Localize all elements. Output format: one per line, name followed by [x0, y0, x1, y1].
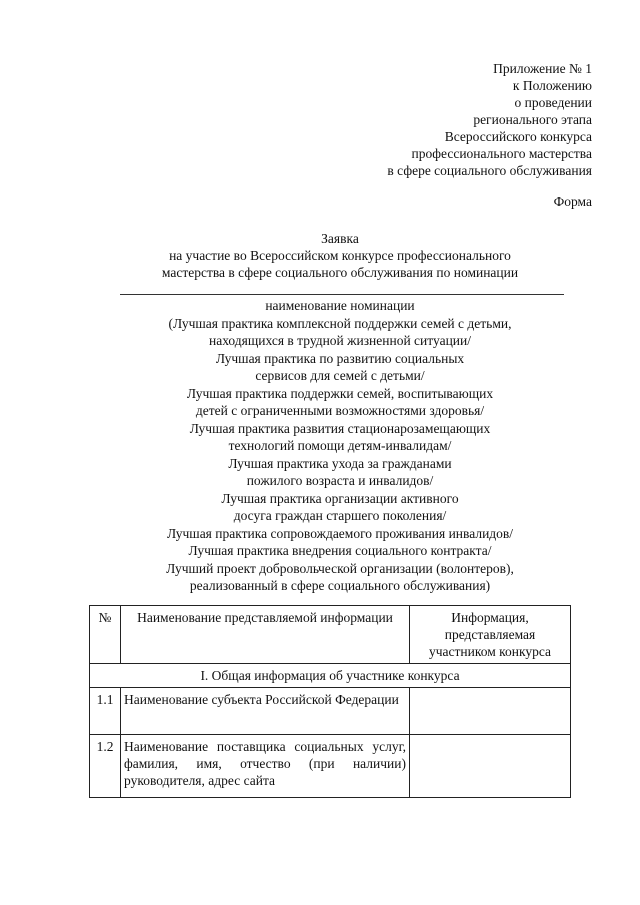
- nomination-line: находящихся в трудной жизненной ситуации/: [208, 333, 471, 348]
- nomination-line: Лучшая практика поддержки семей, воспитывающих: [186, 385, 494, 401]
- appendix-line: регионального этапа: [473, 112, 592, 127]
- nomination-line: Лучшая практика внедрения социального контракта/: [188, 543, 492, 558]
- nomination-caption: наименование номинации: [265, 298, 415, 313]
- appendix-header: [387, 60, 592, 179]
- nomination-line: реализованный в сфере социального обслуживания): [189, 578, 491, 593]
- nomination-line: Лучшая практика по развитию социальных: [215, 350, 465, 366]
- nomination-line: (Лучшая практика комплексной поддержки семей с детьми,: [168, 315, 512, 331]
- nomination-line: Лучшая практика сопровождаемого проживания инвалидов/: [166, 525, 514, 541]
- nomination-line: пожилого возраста и инвалидов/: [246, 473, 434, 488]
- nomination-line: сервисов для семей с детьми/: [255, 368, 425, 383]
- nomination-line: Лучшая практика развития стационарозамещающих: [189, 420, 491, 436]
- title-line: мастерства в сфере социального обслуживания по номинации: [161, 265, 519, 280]
- nomination-list: [80, 297, 600, 595]
- nomination-line: детей с ограниченными возможностями здоровья/: [195, 403, 485, 418]
- nomination-line: технологий помощи детям-инвалидам/: [228, 438, 452, 453]
- row-name: Наименование поставщика социальных услуг, фамилия, имя, отчество (при наличии) руководителя, адрес сайта: [121, 735, 410, 798]
- appendix-line: в сфере социального обслуживания: [387, 163, 592, 178]
- form-label: Форма: [553, 194, 592, 209]
- appendix-line: к Положению: [512, 78, 592, 93]
- row-answer-cell[interactable]: [410, 688, 571, 735]
- row-number: 1.1: [90, 688, 121, 735]
- header-info: Информация, представляемая участником конкурса: [410, 606, 571, 664]
- nomination-line: Лучшая практика организации активного: [221, 490, 459, 506]
- row-number: 1.2: [90, 735, 121, 798]
- row-answer-cell[interactable]: [410, 735, 571, 798]
- table-row: [90, 735, 571, 798]
- application-title: [80, 230, 600, 281]
- appendix-line: профессионального мастерства: [411, 146, 592, 161]
- nomination-line: Лучшая практика ухода за гражданами: [228, 455, 452, 471]
- title-heading: Заявка: [321, 231, 359, 246]
- table-header-row: [90, 606, 571, 664]
- appendix-line: о проведении: [514, 95, 592, 110]
- appendix-line: Всероссийского конкурса: [444, 129, 592, 144]
- header-number: №: [90, 606, 121, 664]
- appendix-line: Приложение № 1: [493, 61, 592, 76]
- table-row: [90, 688, 571, 735]
- nomination-line: досуга граждан старшего поколения/: [233, 508, 447, 523]
- info-table: [89, 605, 571, 798]
- section-row: [90, 664, 571, 688]
- header-name: Наименование представляемой информации: [121, 606, 410, 664]
- section-title: I. Общая информация об участнике конкурса: [90, 664, 571, 688]
- row-name: Наименование субъекта Российской Федерации: [121, 688, 410, 735]
- title-line: на участие во Всероссийском конкурсе профессионального: [169, 248, 511, 263]
- nomination-fill-line[interactable]: [120, 294, 564, 295]
- nomination-line: Лучший проект добровольческой организации (волонтеров),: [166, 560, 514, 576]
